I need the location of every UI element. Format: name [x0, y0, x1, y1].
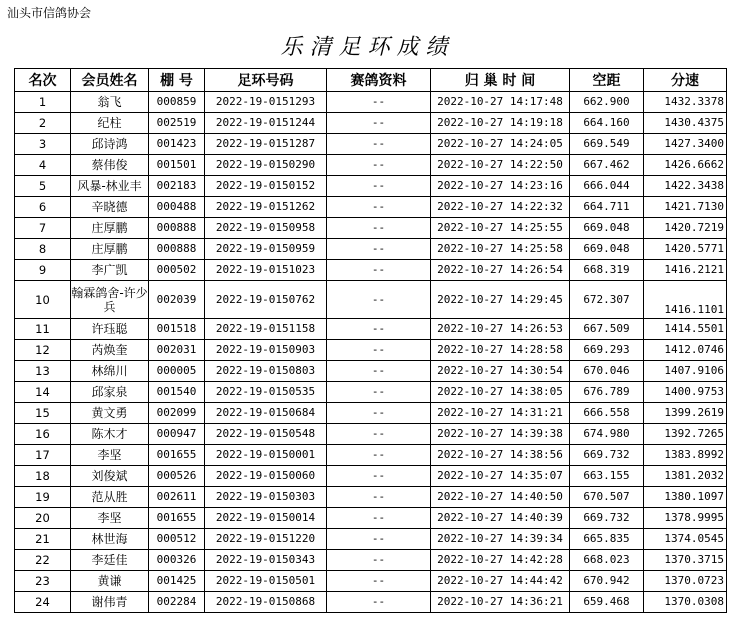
speed-cell: 1392.7265: [644, 424, 727, 445]
distance-cell: 666.044: [570, 176, 644, 197]
table-row: [15, 260, 727, 281]
distance-cell: 665.835: [570, 529, 644, 550]
arrival-time-cell: 2022-10-27 14:19:18: [431, 113, 570, 134]
distance-cell: 662.900: [570, 92, 644, 113]
distance-cell: 668.023: [570, 550, 644, 571]
member-name-cell: 邱家泉: [71, 382, 149, 403]
distance-cell: 669.732: [570, 445, 644, 466]
arrival-time-cell: 2022-10-27 14:31:21: [431, 403, 570, 424]
member-name-cell: 林世海: [71, 529, 149, 550]
pigeon-info-cell: --: [327, 113, 431, 134]
arrival-time-cell: 2022-10-27 14:26:54: [431, 260, 570, 281]
ring-number-cell: 2022-19-0151287: [205, 134, 327, 155]
ring-number-cell: 2022-19-0150343: [205, 550, 327, 571]
member-name-cell: 陈木才: [71, 424, 149, 445]
ring-number-cell: 2022-19-0150762: [205, 281, 327, 319]
rank-cell: 10: [15, 281, 71, 319]
member-name-cell: 翰霖鸽舍-许少兵: [71, 281, 149, 319]
header-member-name: 会员姓名: [71, 69, 149, 92]
rank-cell: 22: [15, 550, 71, 571]
loft-number-cell: 001655: [149, 445, 205, 466]
header-arrival-time: 归 巢 时 间: [431, 69, 570, 92]
loft-number-cell: 001501: [149, 155, 205, 176]
speed-cell: 1378.9995: [644, 508, 727, 529]
speed-cell: 1430.4375: [644, 113, 727, 134]
distance-cell: 664.160: [570, 113, 644, 134]
member-name-cell: 范从胜: [71, 487, 149, 508]
table-row: [15, 361, 727, 382]
header-loft-number: 棚 号: [149, 69, 205, 92]
table-row: [15, 571, 727, 592]
loft-number-cell: 002099: [149, 403, 205, 424]
arrival-time-cell: 2022-10-27 14:23:16: [431, 176, 570, 197]
pigeon-info-cell: --: [327, 445, 431, 466]
loft-number-cell: 001655: [149, 508, 205, 529]
table-row: [15, 340, 727, 361]
table-row: [15, 176, 727, 197]
speed-cell: 1381.2032: [644, 466, 727, 487]
loft-number-cell: 001423: [149, 134, 205, 155]
speed-cell: 1414.5501: [644, 319, 727, 340]
distance-cell: 667.509: [570, 319, 644, 340]
loft-number-cell: 002611: [149, 487, 205, 508]
ring-number-cell: 2022-19-0150959: [205, 239, 327, 260]
loft-number-cell: 002183: [149, 176, 205, 197]
pigeon-info-cell: --: [327, 319, 431, 340]
distance-cell: 674.980: [570, 424, 644, 445]
distance-cell: 659.468: [570, 592, 644, 613]
ring-number-cell: 2022-19-0151244: [205, 113, 327, 134]
member-name-cell: 许珏聪: [71, 319, 149, 340]
pigeon-info-cell: --: [327, 176, 431, 197]
table-row: [15, 92, 727, 113]
header-speed: 分速: [644, 69, 727, 92]
member-name-cell: 翁飞: [71, 92, 149, 113]
distance-cell: 669.293: [570, 340, 644, 361]
rank-cell: 14: [15, 382, 71, 403]
arrival-time-cell: 2022-10-27 14:25:58: [431, 239, 570, 260]
table-row: [15, 466, 727, 487]
speed-cell: 1420.7219: [644, 218, 727, 239]
header-rank: 名次: [15, 69, 71, 92]
table-row: [15, 424, 727, 445]
table-row: [15, 403, 727, 424]
ring-number-cell: 2022-19-0150501: [205, 571, 327, 592]
rank-cell: 20: [15, 508, 71, 529]
speed-cell: 1416.1101: [644, 281, 727, 319]
table-row: [15, 382, 727, 403]
rank-cell: 1: [15, 92, 71, 113]
loft-number-cell: 001540: [149, 382, 205, 403]
distance-cell: 670.507: [570, 487, 644, 508]
rank-cell: 15: [15, 403, 71, 424]
distance-cell: 669.549: [570, 134, 644, 155]
arrival-time-cell: 2022-10-27 14:22:32: [431, 197, 570, 218]
speed-cell: 1422.3438: [644, 176, 727, 197]
loft-number-cell: 000947: [149, 424, 205, 445]
arrival-time-cell: 2022-10-27 14:17:48: [431, 92, 570, 113]
ring-number-cell: 2022-19-0150803: [205, 361, 327, 382]
ring-number-cell: 2022-19-0150014: [205, 508, 327, 529]
table-body: [15, 92, 727, 613]
arrival-time-cell: 2022-10-27 14:22:50: [431, 155, 570, 176]
table-row: [15, 197, 727, 218]
ring-number-cell: 2022-19-0151220: [205, 529, 327, 550]
header-pigeon-info: 赛鸽资料: [327, 69, 431, 92]
pigeon-info-cell: --: [327, 403, 431, 424]
rank-cell: 24: [15, 592, 71, 613]
arrival-time-cell: 2022-10-27 14:25:55: [431, 218, 570, 239]
rank-cell: 21: [15, 529, 71, 550]
pigeon-info-cell: --: [327, 92, 431, 113]
pigeon-info-cell: --: [327, 592, 431, 613]
pigeon-info-cell: --: [327, 529, 431, 550]
ring-number-cell: 2022-19-0150903: [205, 340, 327, 361]
distance-cell: 668.319: [570, 260, 644, 281]
loft-number-cell: 000512: [149, 529, 205, 550]
loft-number-cell: 000888: [149, 218, 205, 239]
ring-number-cell: 2022-19-0150001: [205, 445, 327, 466]
member-name-cell: 黄谦: [71, 571, 149, 592]
table-row: [15, 508, 727, 529]
member-name-cell: 辛晓德: [71, 197, 149, 218]
table-row: [15, 239, 727, 260]
table-row: [15, 487, 727, 508]
ring-number-cell: 2022-19-0150152: [205, 176, 327, 197]
page-title: 乐清足环成绩: [280, 35, 455, 60]
distance-cell: 669.732: [570, 508, 644, 529]
ring-number-cell: 2022-19-0150535: [205, 382, 327, 403]
loft-number-cell: 000005: [149, 361, 205, 382]
table-row: [15, 550, 727, 571]
table-row: [15, 281, 727, 319]
ring-number-cell: 2022-19-0151262: [205, 197, 327, 218]
pigeon-info-cell: --: [327, 550, 431, 571]
pigeon-info-cell: --: [327, 571, 431, 592]
ring-number-cell: 2022-19-0150868: [205, 592, 327, 613]
distance-cell: 667.462: [570, 155, 644, 176]
arrival-time-cell: 2022-10-27 14:26:53: [431, 319, 570, 340]
member-name-cell: 庄厚鹏: [71, 218, 149, 239]
arrival-time-cell: 2022-10-27 14:40:50: [431, 487, 570, 508]
member-name-cell: 黄文勇: [71, 403, 149, 424]
pigeon-info-cell: --: [327, 487, 431, 508]
pigeon-info-cell: --: [327, 134, 431, 155]
speed-cell: 1370.0723: [644, 571, 727, 592]
loft-number-cell: 002284: [149, 592, 205, 613]
arrival-time-cell: 2022-10-27 14:36:21: [431, 592, 570, 613]
member-name-cell: 芮焕奎: [71, 340, 149, 361]
speed-cell: 1400.9753: [644, 382, 727, 403]
member-name-cell: 李坚: [71, 445, 149, 466]
speed-cell: 1383.8992: [644, 445, 727, 466]
speed-cell: 1420.5771: [644, 239, 727, 260]
arrival-time-cell: 2022-10-27 14:38:05: [431, 382, 570, 403]
speed-cell: 1370.3715: [644, 550, 727, 571]
ring-number-cell: 2022-19-0151023: [205, 260, 327, 281]
table-row: [15, 445, 727, 466]
arrival-time-cell: 2022-10-27 14:30:54: [431, 361, 570, 382]
loft-number-cell: 000526: [149, 466, 205, 487]
table-header-row: [15, 69, 727, 92]
speed-cell: 1374.0545: [644, 529, 727, 550]
member-name-cell: 李廷佳: [71, 550, 149, 571]
member-name-cell: 庄厚鹏: [71, 239, 149, 260]
rank-cell: 13: [15, 361, 71, 382]
member-name-cell: 谢伟青: [71, 592, 149, 613]
loft-number-cell: 000888: [149, 239, 205, 260]
arrival-time-cell: 2022-10-27 14:39:34: [431, 529, 570, 550]
ring-number-cell: 2022-19-0150548: [205, 424, 327, 445]
rank-cell: 19: [15, 487, 71, 508]
ring-number-cell: 2022-19-0150303: [205, 487, 327, 508]
speed-cell: 1407.9106: [644, 361, 727, 382]
table-row: [15, 218, 727, 239]
ring-number-cell: 2022-19-0150684: [205, 403, 327, 424]
pigeon-info-cell: --: [327, 281, 431, 319]
speed-cell: 1370.0308: [644, 592, 727, 613]
distance-cell: 676.789: [570, 382, 644, 403]
pigeon-info-cell: --: [327, 197, 431, 218]
ring-number-cell: 2022-19-0151158: [205, 319, 327, 340]
ring-number-cell: 2022-19-0151293: [205, 92, 327, 113]
distance-cell: 669.048: [570, 239, 644, 260]
arrival-time-cell: 2022-10-27 14:39:38: [431, 424, 570, 445]
speed-cell: 1399.2619: [644, 403, 727, 424]
table-row: [15, 155, 727, 176]
distance-cell: 666.558: [570, 403, 644, 424]
arrival-time-cell: 2022-10-27 14:44:42: [431, 571, 570, 592]
member-name-cell: 李坚: [71, 508, 149, 529]
rank-cell: 2: [15, 113, 71, 134]
speed-cell: 1426.6662: [644, 155, 727, 176]
rank-cell: 18: [15, 466, 71, 487]
arrival-time-cell: 2022-10-27 14:38:56: [431, 445, 570, 466]
member-name-cell: 李广凯: [71, 260, 149, 281]
pigeon-info-cell: --: [327, 508, 431, 529]
loft-number-cell: 002031: [149, 340, 205, 361]
speed-cell: 1432.3378: [644, 92, 727, 113]
distance-cell: 663.155: [570, 466, 644, 487]
organization-name: 汕头市信鸽协会: [7, 6, 92, 20]
loft-number-cell: 000326: [149, 550, 205, 571]
speed-cell: 1380.1097: [644, 487, 727, 508]
ring-number-cell: 2022-19-0150958: [205, 218, 327, 239]
loft-number-cell: 001518: [149, 319, 205, 340]
loft-number-cell: 000502: [149, 260, 205, 281]
table-row: [15, 319, 727, 340]
distance-cell: 664.711: [570, 197, 644, 218]
pigeon-info-cell: --: [327, 361, 431, 382]
pigeon-info-cell: --: [327, 424, 431, 445]
arrival-time-cell: 2022-10-27 14:40:39: [431, 508, 570, 529]
ring-number-cell: 2022-19-0150060: [205, 466, 327, 487]
arrival-time-cell: 2022-10-27 14:29:45: [431, 281, 570, 319]
table-row: [15, 592, 727, 613]
pigeon-info-cell: --: [327, 239, 431, 260]
rank-cell: 7: [15, 218, 71, 239]
distance-cell: 670.046: [570, 361, 644, 382]
table-row: [15, 113, 727, 134]
loft-number-cell: 002039: [149, 281, 205, 319]
loft-number-cell: 001425: [149, 571, 205, 592]
rank-cell: 12: [15, 340, 71, 361]
arrival-time-cell: 2022-10-27 14:28:58: [431, 340, 570, 361]
arrival-time-cell: 2022-10-27 14:24:05: [431, 134, 570, 155]
rank-cell: 17: [15, 445, 71, 466]
pigeon-info-cell: --: [327, 260, 431, 281]
member-name-cell: 邱诗鸿: [71, 134, 149, 155]
rank-cell: 5: [15, 176, 71, 197]
speed-cell: 1412.0746: [644, 340, 727, 361]
rank-cell: 23: [15, 571, 71, 592]
arrival-time-cell: 2022-10-27 14:42:28: [431, 550, 570, 571]
member-name-cell: 风暴-林业丰: [71, 176, 149, 197]
header-ring-number: 足环号码: [205, 69, 327, 92]
rank-cell: 6: [15, 197, 71, 218]
header-distance: 空距: [570, 69, 644, 92]
distance-cell: 669.048: [570, 218, 644, 239]
speed-cell: 1416.2121: [644, 260, 727, 281]
distance-cell: 672.307: [570, 281, 644, 319]
table-row: [15, 134, 727, 155]
member-name-cell: 林绵川: [71, 361, 149, 382]
table-row: [15, 529, 727, 550]
loft-number-cell: 002519: [149, 113, 205, 134]
speed-cell: 1427.3400: [644, 134, 727, 155]
arrival-time-cell: 2022-10-27 14:35:07: [431, 466, 570, 487]
rank-cell: 8: [15, 239, 71, 260]
rank-cell: 4: [15, 155, 71, 176]
member-name-cell: 纪柱: [71, 113, 149, 134]
loft-number-cell: 000859: [149, 92, 205, 113]
rank-cell: 11: [15, 319, 71, 340]
member-name-cell: 刘俊斌: [71, 466, 149, 487]
pigeon-info-cell: --: [327, 382, 431, 403]
member-name-cell: 蔡伟俊: [71, 155, 149, 176]
pigeon-info-cell: --: [327, 218, 431, 239]
pigeon-info-cell: --: [327, 340, 431, 361]
results-table: [14, 68, 727, 613]
rank-cell: 9: [15, 260, 71, 281]
loft-number-cell: 000488: [149, 197, 205, 218]
rank-cell: 16: [15, 424, 71, 445]
distance-cell: 670.942: [570, 571, 644, 592]
pigeon-info-cell: --: [327, 466, 431, 487]
speed-cell: 1421.7130: [644, 197, 727, 218]
pigeon-info-cell: --: [327, 155, 431, 176]
rank-cell: 3: [15, 134, 71, 155]
ring-number-cell: 2022-19-0150290: [205, 155, 327, 176]
